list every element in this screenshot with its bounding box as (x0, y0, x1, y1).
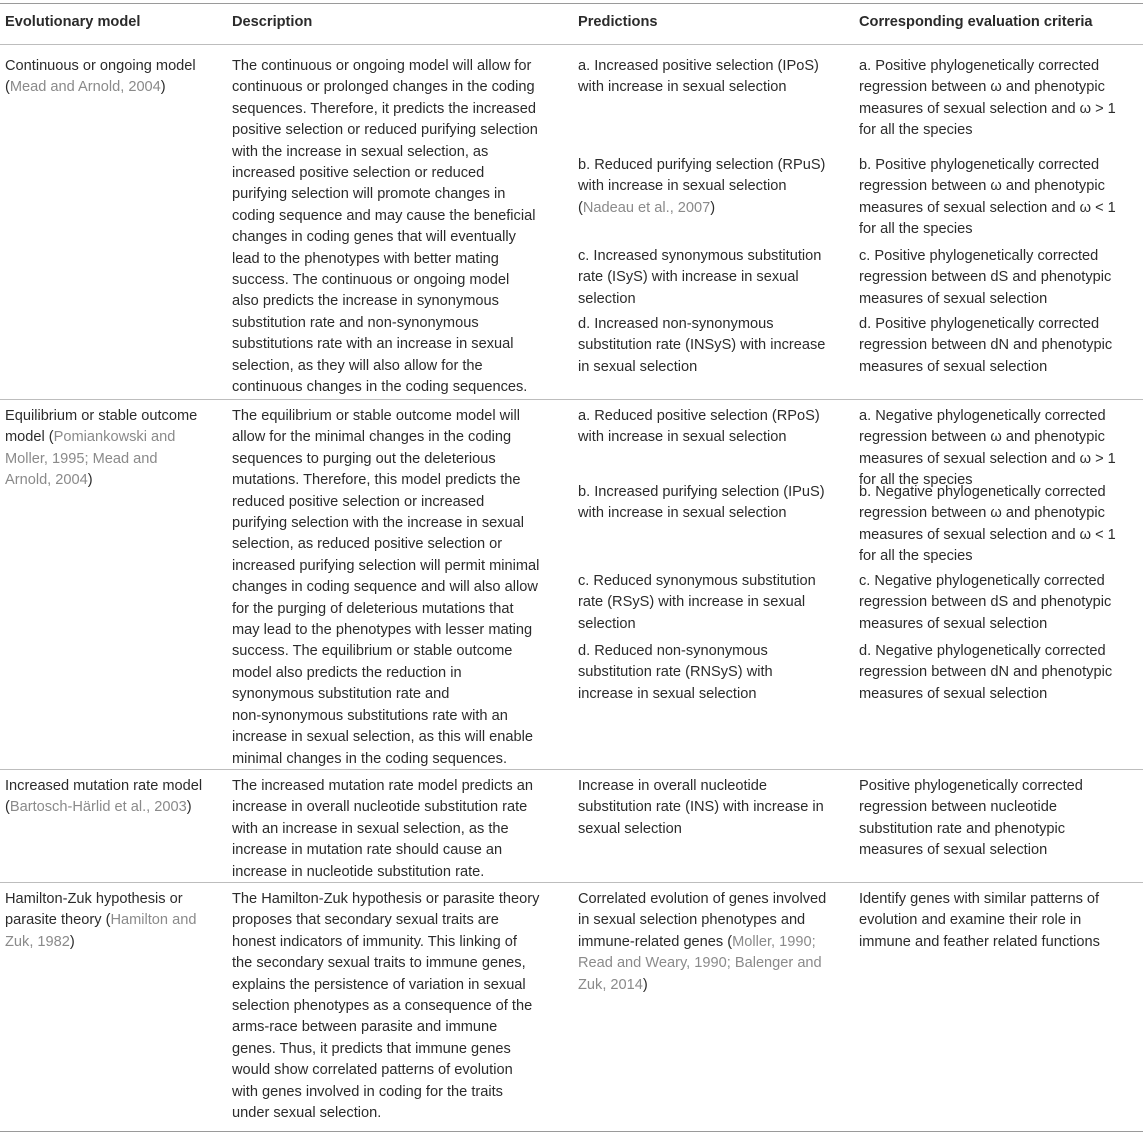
model-cell (5, 56, 196, 99)
model-line (5, 449, 197, 470)
criteria-line: measures of sexual selection (859, 615, 1048, 632)
description-line: genes. Thus, it predicts that immune genes (232, 1040, 511, 1057)
prediction-line: c. Reduced synonymous substitution (578, 573, 816, 589)
prediction-line: with increase in sexual selection (578, 429, 787, 446)
prediction-line: selection (578, 290, 636, 307)
criteria-line: immune and feather related functions (859, 933, 1100, 950)
criteria-line: a. Negative phylogenetically corrected (859, 408, 1106, 424)
prediction-line: Correlated evolution of genes involved (578, 891, 827, 907)
model-cell (5, 406, 197, 492)
criteria-line: b. Negative phylogenetically corrected (859, 484, 1106, 500)
row-rule (0, 882, 1143, 883)
description-line: minimal changes in the coding sequences. (232, 750, 508, 767)
description-line: synonymous substitution rate and (232, 686, 450, 703)
description-line: non-synonymous substitutions rate with an (232, 707, 508, 724)
header-rule (0, 44, 1143, 45)
model-line: Equilibrium or stable outcome (5, 408, 198, 424)
prediction-line: rate (ISyS) with increase in sexual (578, 269, 799, 286)
description-line: The continuous or ongoing model will allow for (232, 58, 532, 74)
criteria-line: evolution and examine their role in (859, 912, 1082, 929)
prediction-line: in sexual selection phenotypes and (578, 912, 806, 929)
description-line: substitutions rate with an increase in sexual (232, 336, 514, 353)
row-rule (0, 1131, 1143, 1132)
criteria-line: for all the species (859, 122, 973, 139)
description-line: coding sequence and may cause the beneficial (232, 207, 536, 224)
model-line: parasite theory (Hamilton and (5, 912, 197, 929)
description-cell (232, 406, 539, 770)
model-line: (Bartosch-Härlid et al., 2003) (5, 799, 192, 816)
criteria-item (859, 314, 1112, 378)
criteria-line: c. Negative phylogenetically corrected (859, 573, 1105, 589)
criteria-line: measures of sexual selection and ω < 1 (859, 526, 1116, 543)
model-reference: Arnold, 2004 (5, 472, 88, 489)
description-line: The equilibrium or stable outcome model will (232, 408, 520, 424)
prediction-item (578, 246, 821, 310)
prediction-item (578, 641, 773, 705)
criteria-line: regression between nucleotide (859, 799, 1057, 816)
model-reference: Zuk, 1982 (5, 933, 70, 950)
prediction-line: with increase in sexual selection (578, 178, 787, 195)
description-line: lead to the phenotypes with better mating (232, 250, 499, 267)
prediction-line: Increase in overall nucleotide (578, 778, 768, 794)
header-description: Description (232, 14, 313, 30)
criteria-line: regression between ω and phenotypic (859, 505, 1105, 522)
header-evolutionary-model: Evolutionary model (5, 14, 141, 30)
criteria-line: for all the species (859, 548, 973, 565)
prediction-line: immune-related genes (Moller, 1990; (578, 933, 816, 950)
description-line: may lead to the phenotypes with lesser mating (232, 622, 533, 639)
description-line: changes in coding sequence and will also allow (232, 579, 538, 596)
criteria-line: regression between dS and phenotypic (859, 594, 1112, 611)
description-line: under sexual selection. (232, 1105, 382, 1122)
model-line: Arnold, 2004) (5, 472, 93, 489)
description-line: increased purifying selection will permit minimal (232, 557, 540, 574)
prediction-reference: Zuk, 2014 (578, 976, 643, 993)
model-reference: Pomiankowski and (53, 429, 176, 446)
criteria-line: regression between ω and phenotypic (859, 178, 1105, 195)
description-line: purifying selection will promote changes in (232, 186, 506, 203)
description-line: explains the persistence of variation in sexual (232, 976, 526, 993)
model-cell (5, 776, 202, 819)
description-line: arms-race between parasite and immune (232, 1019, 498, 1036)
model-line: (Mead and Arnold, 2004) (5, 79, 166, 96)
prediction-item (578, 56, 819, 99)
criteria-line: measures of sexual selection and ω > 1 (859, 100, 1116, 117)
prediction-item (578, 889, 826, 996)
prediction-item (578, 571, 816, 635)
description-line: reduced positive selection or increased (232, 493, 485, 510)
description-line: with the increase in sexual selection, as (232, 143, 489, 160)
prediction-line (578, 953, 826, 974)
description-line: proposes that secondary sexual traits are (232, 912, 499, 929)
criteria-line: regression between dN and phenotypic (859, 337, 1113, 354)
description-line: increase in overall nucleotide substitution rate (232, 799, 528, 816)
description-line: positive selection or reduced purifying selection (232, 122, 538, 139)
criteria-line: measures of sexual selection and ω < 1 (859, 199, 1116, 216)
criteria-line: b. Positive phylogenetically corrected (859, 157, 1100, 173)
header-evaluation-criteria: Corresponding evaluation criteria (859, 14, 1093, 30)
prediction-line: d. Reduced non-synonymous (578, 643, 768, 659)
criteria-line: a. Positive phylogenetically corrected (859, 58, 1100, 74)
criteria-item (859, 641, 1112, 705)
model-line: Continuous or ongoing model (5, 58, 196, 74)
description-line: with an increase in sexual selection, as the (232, 820, 509, 837)
prediction-line: d. Increased non-synonymous (578, 316, 774, 332)
description-line: success. The equilibrium or stable outcome (232, 643, 513, 660)
description-line: purifying selection with the increase in sexual (232, 515, 525, 532)
criteria-item (859, 155, 1116, 241)
row-rule (0, 399, 1143, 400)
criteria-line: Positive phylogenetically corrected (859, 778, 1083, 794)
description-line: model also predicts the reduction in (232, 664, 462, 681)
description-line: selection, as they will also allow for the (232, 357, 483, 374)
criteria-line: regression between ω and phenotypic (859, 79, 1105, 96)
prediction-line: substitution rate (RNSyS) with (578, 664, 773, 681)
criteria-line: measures of sexual selection (859, 685, 1048, 702)
prediction-line: with increase in sexual selection (578, 505, 787, 522)
prediction-line: a. Reduced positive selection (RPoS) (578, 408, 820, 424)
criteria-item (859, 776, 1083, 862)
criteria-line: regression between ω and phenotypic (859, 429, 1105, 446)
criteria-item (859, 482, 1116, 568)
prediction-reference: Nadeau et al., 2007 (582, 199, 711, 216)
prediction-item (578, 406, 820, 449)
prediction-line: selection (578, 615, 636, 632)
description-line: success. The continuous or ongoing model (232, 272, 510, 289)
criteria-item (859, 246, 1111, 310)
description-line: sequences to purging out the deleterious (232, 450, 496, 467)
description-line: with genes involved in coding for the traits (232, 1083, 503, 1100)
model-reference: Bartosch-Härlid et al., 2003 (9, 799, 187, 816)
description-line: also predicts the increase in synonymous (232, 293, 499, 310)
description-line: increase in nucleotide substitution rate. (232, 863, 485, 880)
model-line: Increased mutation rate model (5, 778, 203, 794)
description-line: selection phenotypes as a consequence of the (232, 998, 533, 1015)
criteria-line: for all the species (859, 221, 973, 238)
model-line: model (Pomiankowski and (5, 429, 176, 446)
prediction-item (578, 482, 825, 525)
description-line: allow for the minimal changes in the coding (232, 429, 512, 446)
description-line: continuous or prolonged changes in the coding (232, 79, 535, 96)
model-line: Hamilton-Zuk hypothesis or (5, 891, 183, 907)
prediction-line: substitution rate (INSyS) with increase (578, 337, 826, 354)
description-line: The increased mutation rate model predicts an (232, 778, 533, 794)
prediction-item (578, 155, 825, 219)
prediction-line: in sexual selection (578, 358, 698, 375)
prediction-line: a. Increased positive selection (IPoS) (578, 58, 819, 74)
description-cell (232, 889, 539, 1124)
description-cell (232, 56, 538, 399)
row-rule (0, 769, 1143, 770)
criteria-item (859, 406, 1116, 492)
model-reference: Moller, 1995; Mead and (5, 450, 158, 467)
description-line: increased positive selection or reduced (232, 165, 485, 182)
description-line: the secondary sexual traits to immune genes, (232, 955, 526, 972)
criteria-line: measures of sexual selection and ω > 1 (859, 450, 1116, 467)
description-line: selection, as reduced positive selection or (232, 536, 503, 553)
description-line: changes in coding genes that will eventually (232, 229, 516, 246)
criteria-line: regression between dN and phenotypic (859, 664, 1113, 681)
criteria-line: Identify genes with similar patterns of (859, 891, 1100, 907)
description-line: continuous changes in the coding sequences. (232, 379, 528, 396)
criteria-line: for all the species (859, 472, 973, 489)
description-line: honest indicators of immunity. This linking of (232, 933, 517, 950)
model-reference: Mead and Arnold, 2004 (9, 79, 161, 96)
description-line: would show correlated patterns of evolution (232, 1062, 513, 1079)
model-line: Zuk, 1982) (5, 933, 75, 950)
prediction-item (578, 776, 824, 840)
criteria-line: measures of sexual selection (859, 290, 1048, 307)
prediction-reference: Read and Weary, 1990; Balenger and (578, 955, 822, 972)
prediction-item (578, 314, 825, 378)
criteria-item (859, 56, 1116, 142)
criteria-line: measures of sexual selection (859, 358, 1048, 375)
description-line: increase in mutation rate should cause an (232, 842, 503, 859)
prediction-line: sexual selection (578, 820, 682, 837)
prediction-reference: Moller, 1990; (732, 933, 816, 950)
prediction-line: rate (RSyS) with increase in sexual (578, 594, 806, 611)
model-cell (5, 889, 196, 953)
description-line: The Hamilton-Zuk hypothesis or parasite theory (232, 891, 540, 907)
table-top-rule (0, 3, 1143, 4)
criteria-line: substitution rate and phenotypic (859, 820, 1066, 837)
model-reference: Hamilton and (110, 912, 197, 929)
criteria-item (859, 571, 1111, 635)
criteria-item (859, 889, 1100, 953)
criteria-line: d. Negative phylogenetically corrected (859, 643, 1106, 659)
prediction-line: substitution rate (INS) with increase in (578, 799, 824, 816)
criteria-line: regression between dS and phenotypic (859, 269, 1112, 286)
criteria-line: measures of sexual selection (859, 842, 1048, 859)
description-line: substitution rate and non-synonymous (232, 314, 479, 331)
prediction-line: (Nadeau et al., 2007) (578, 199, 716, 216)
prediction-line: increase in sexual selection (578, 685, 757, 702)
prediction-line: Zuk, 2014) (578, 976, 648, 993)
description-line: mutations. Therefore, this model predicts the (232, 472, 521, 489)
header-predictions: Predictions (578, 14, 658, 30)
description-line: for the purging of deleterious mutations that (232, 600, 514, 617)
criteria-line: d. Positive phylogenetically corrected (859, 316, 1100, 332)
description-line: sequences. Therefore, it predicts the increased (232, 100, 536, 117)
description-cell (232, 776, 533, 883)
prediction-line: c. Increased synonymous substitution (578, 248, 822, 264)
prediction-line: with increase in sexual selection (578, 79, 787, 96)
prediction-line: b. Reduced purifying selection (RPuS) (578, 157, 826, 173)
criteria-line: c. Positive phylogenetically corrected (859, 248, 1099, 264)
description-line: increase in sexual selection, as this will enable (232, 729, 533, 746)
prediction-line: b. Increased purifying selection (IPuS) (578, 484, 825, 500)
